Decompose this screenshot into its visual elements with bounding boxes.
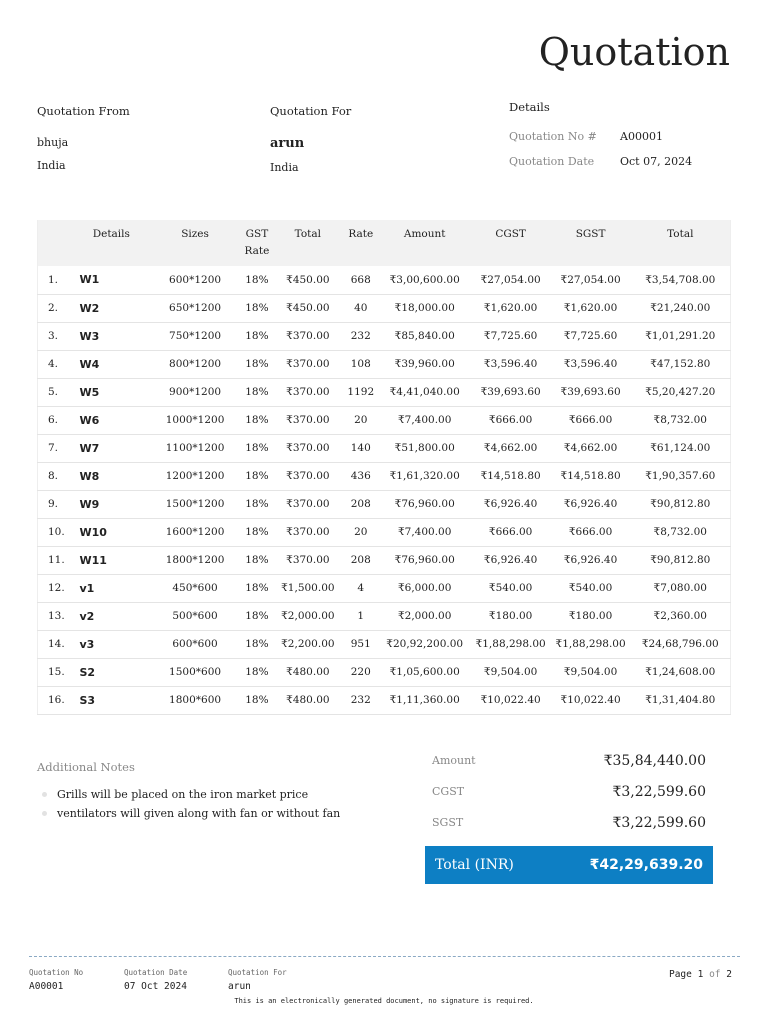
- item-cgst: ₹3,596.40: [483, 358, 538, 370]
- note-item: Grills will be placed on the iron market price: [37, 788, 340, 801]
- footer-date: 07 Oct 2024: [124, 981, 187, 992]
- item-size: 1000*1200: [165, 414, 225, 426]
- item-gst-rate: 18%: [245, 554, 269, 566]
- footer-number-label: Quotation No: [29, 968, 84, 977]
- item-total: ₹7,080.00: [653, 582, 707, 594]
- item-amount: ₹7,400.00: [397, 414, 452, 426]
- item-cgst: ₹39,693.60: [480, 386, 541, 398]
- item-total: ₹47,152.80: [650, 358, 711, 370]
- item-rate: 232: [350, 694, 371, 706]
- item-amount: ₹1,11,360.00: [389, 694, 460, 706]
- item-amount: ₹2,000.00: [397, 610, 452, 622]
- sgst-value: ₹3,22,599.60: [612, 814, 706, 831]
- item-gst-rate: 18%: [245, 582, 269, 594]
- item-sgst: ₹10,022.40: [560, 694, 621, 706]
- item-rate: 20: [354, 414, 368, 426]
- row-index: 11.: [48, 554, 65, 566]
- item-gst-rate: 18%: [245, 302, 269, 314]
- cgst-label: CGST: [432, 785, 465, 798]
- grand-total-row: [425, 846, 713, 884]
- footer-for-label: Quotation For: [228, 968, 287, 977]
- col-sgst: SGST: [551, 220, 631, 266]
- quotation-date-label: Quotation Date: [509, 155, 595, 168]
- item-total: ₹24,68,796.00: [641, 638, 719, 650]
- from-name: bhuja: [37, 136, 69, 149]
- item-gst-rate: 18%: [245, 694, 269, 706]
- page-total: 2: [726, 969, 732, 980]
- table-row: [38, 686, 731, 714]
- item-total: ₹5,20,427.20: [645, 386, 716, 398]
- item-sgst: ₹14,518.80: [560, 470, 621, 482]
- item-cgst: ₹9,504.00: [483, 666, 538, 678]
- item-unit-total: ₹370.00: [286, 330, 330, 342]
- row-index: 14.: [48, 638, 65, 650]
- item-cgst: ₹10,022.40: [480, 694, 541, 706]
- item-cgst: ₹180.00: [488, 610, 533, 622]
- item-size: 1200*1200: [165, 470, 225, 482]
- notes-title: Additional Notes: [37, 760, 135, 774]
- item-unit-total: ₹370.00: [286, 470, 330, 482]
- sgst-label: SGST: [432, 816, 464, 829]
- item-total: ₹1,01,291.20: [645, 330, 716, 342]
- row-index: 12.: [48, 582, 65, 594]
- row-index: 8.: [48, 470, 59, 482]
- item-cgst: ₹6,926.40: [483, 554, 538, 566]
- col-unit-total: Total: [273, 220, 343, 266]
- item-sgst: ₹180.00: [568, 610, 613, 622]
- cgst-row: [425, 776, 713, 807]
- item-rate: 232: [350, 330, 371, 342]
- item-unit-total: ₹2,200.00: [281, 638, 335, 650]
- item-unit-total: ₹1,500.00: [281, 582, 335, 594]
- item-rate: 436: [350, 470, 371, 482]
- row-index: 2.: [48, 302, 59, 314]
- row-index: 7.: [48, 442, 59, 454]
- item-unit-total: ₹480.00: [286, 694, 330, 706]
- item-rate: 108: [350, 358, 371, 370]
- item-rate: 40: [354, 302, 368, 314]
- grand-total-value: ₹42,29,639.20: [589, 857, 703, 873]
- item-rate: 208: [350, 498, 371, 510]
- item-amount: ₹18,000.00: [394, 302, 455, 314]
- col-total: Total: [631, 220, 731, 266]
- quotation-for-label: Quotation For: [270, 104, 352, 118]
- row-index: 13.: [48, 610, 65, 622]
- item-sgst: ₹9,504.00: [563, 666, 618, 678]
- item-sgst: ₹3,596.40: [563, 358, 618, 370]
- row-index: 6.: [48, 414, 59, 426]
- item-gst-rate: 18%: [245, 638, 269, 650]
- note-item: ventilators will given along with fan or without fan: [37, 807, 340, 820]
- page-current: 1: [697, 969, 704, 980]
- item-rate: 1192: [347, 386, 375, 398]
- item-total: ₹21,240.00: [650, 302, 711, 314]
- item-amount: ₹6,000.00: [397, 582, 452, 594]
- footer-quotation-for: [228, 968, 287, 992]
- item-sgst: ₹6,926.40: [563, 498, 618, 510]
- item-cgst: ₹1,620.00: [483, 302, 538, 314]
- item-details: W7: [79, 441, 100, 455]
- item-details: W2: [79, 301, 100, 315]
- row-index: 3.: [48, 330, 59, 342]
- table-row: [38, 518, 731, 546]
- quotation-number-label: Quotation No #: [509, 130, 597, 143]
- footer-divider: [29, 956, 740, 957]
- item-size: 1100*1200: [165, 442, 225, 454]
- item-amount: ₹20,92,200.00: [386, 638, 464, 650]
- details-label: Details: [509, 100, 550, 114]
- cgst-value: ₹3,22,599.60: [612, 783, 706, 800]
- item-unit-total: ₹370.00: [286, 386, 330, 398]
- table-row: [38, 546, 731, 574]
- quotation-date: Oct 07, 2024: [620, 155, 693, 168]
- item-total: ₹3,54,708.00: [645, 273, 716, 286]
- table-row: [38, 378, 731, 406]
- item-amount: ₹76,960.00: [394, 498, 455, 510]
- item-sgst: ₹7,725.60: [563, 330, 618, 342]
- col-rate: Rate: [343, 220, 379, 266]
- item-unit-total: ₹370.00: [286, 442, 330, 454]
- item-gst-rate: 18%: [245, 666, 269, 678]
- row-index: 9.: [48, 498, 59, 510]
- item-total: ₹1,90,357.60: [645, 470, 716, 482]
- item-total: ₹8,732.00: [653, 414, 707, 426]
- item-sgst: ₹666.00: [568, 414, 613, 426]
- item-gst-rate: 18%: [245, 358, 269, 370]
- quotation-date-row: [509, 155, 692, 168]
- amount-row: [425, 745, 713, 776]
- item-size: 600*1200: [169, 273, 222, 286]
- item-size: 1500*600: [169, 666, 222, 678]
- amount-label: Amount: [432, 754, 476, 767]
- item-gst-rate: 18%: [245, 414, 269, 426]
- quotation-from-label: Quotation From: [37, 104, 130, 118]
- item-rate: 4: [357, 582, 365, 594]
- item-gst-rate: 18%: [245, 498, 269, 510]
- item-cgst: ₹4,662.00: [483, 442, 538, 454]
- col-amount: Amount: [379, 220, 471, 266]
- footer-quotation-date: [124, 968, 187, 992]
- row-index: 5.: [48, 386, 59, 398]
- item-cgst: ₹6,926.40: [483, 498, 538, 510]
- col-gst-rate: GST Rate: [241, 220, 273, 266]
- item-size: 1800*1200: [165, 554, 225, 566]
- item-unit-total: ₹450.00: [286, 302, 330, 314]
- col-details: Details: [73, 220, 149, 266]
- item-unit-total: ₹2,000.00: [281, 610, 335, 622]
- item-amount: ₹4,41,040.00: [389, 386, 460, 398]
- item-gst-rate: 18%: [245, 330, 269, 342]
- item-size: 500*600: [172, 610, 218, 622]
- item-unit-total: ₹370.00: [286, 358, 330, 370]
- item-gst-rate: 18%: [245, 273, 269, 286]
- col-index: [38, 220, 74, 266]
- page-indicator: [669, 969, 732, 980]
- item-rate: 140: [350, 442, 371, 454]
- item-size: 450*600: [172, 582, 218, 594]
- item-size: 1600*1200: [165, 526, 225, 538]
- table-row: [38, 574, 731, 602]
- item-sgst: ₹1,620.00: [563, 302, 618, 314]
- item-details: W1: [79, 273, 100, 287]
- item-details: W11: [79, 553, 107, 567]
- table-header-row: [38, 220, 731, 266]
- from-country: India: [37, 159, 66, 172]
- item-gst-rate: 18%: [245, 610, 269, 622]
- quotation-number-row: [509, 130, 692, 143]
- item-cgst: ₹14,518.80: [480, 470, 541, 482]
- item-gst-rate: 18%: [245, 470, 269, 482]
- item-cgst: ₹540.00: [488, 582, 533, 594]
- item-amount: ₹76,960.00: [394, 554, 455, 566]
- footer-disclaimer: This is an electronically generated document, no signature is required.: [234, 997, 534, 1005]
- row-index: 10.: [48, 526, 65, 538]
- item-amount: ₹1,61,320.00: [389, 470, 460, 482]
- item-gst-rate: 18%: [245, 386, 269, 398]
- row-index: 16.: [48, 694, 65, 706]
- item-rate: 220: [350, 666, 371, 678]
- table-row: [38, 350, 731, 378]
- item-details: W8: [79, 469, 100, 483]
- table-row: [38, 266, 731, 294]
- quotation-number: A00001: [620, 130, 663, 143]
- item-gst-rate: 18%: [245, 526, 269, 538]
- item-sgst: ₹1,88,298.00: [555, 638, 626, 650]
- items-table: [37, 220, 731, 715]
- item-details: v2: [79, 609, 95, 623]
- item-sgst: ₹666.00: [568, 526, 613, 538]
- item-details: S2: [79, 665, 96, 679]
- footer-quotation-number: [29, 968, 83, 992]
- amount-value: ₹35,84,440.00: [603, 752, 706, 769]
- row-index: 15.: [48, 666, 65, 678]
- totals-summary: [425, 745, 713, 884]
- table-row: [38, 434, 731, 462]
- item-cgst: ₹666.00: [488, 526, 533, 538]
- item-rate: 20: [354, 526, 368, 538]
- item-gst-rate: 18%: [245, 442, 269, 454]
- col-cgst: CGST: [471, 220, 551, 266]
- item-cgst: ₹27,054.00: [480, 273, 541, 286]
- item-cgst: ₹1,88,298.00: [475, 638, 546, 650]
- col-sizes: Sizes: [149, 220, 241, 266]
- item-size: 1800*600: [169, 694, 222, 706]
- item-size: 900*1200: [169, 386, 222, 398]
- grand-total-label: Total (INR): [435, 857, 514, 873]
- item-sgst: ₹4,662.00: [563, 442, 618, 454]
- item-sgst: ₹6,926.40: [563, 554, 618, 566]
- item-unit-total: ₹370.00: [286, 554, 330, 566]
- item-details: v1: [79, 581, 95, 595]
- item-total: ₹61,124.00: [650, 442, 711, 454]
- item-amount: ₹51,800.00: [394, 442, 455, 454]
- item-cgst: ₹666.00: [488, 414, 533, 426]
- table-row: [38, 294, 731, 322]
- item-sgst: ₹540.00: [568, 582, 613, 594]
- item-size: 1500*1200: [165, 498, 225, 510]
- item-unit-total: ₹370.00: [286, 526, 330, 538]
- table-row: [38, 630, 731, 658]
- item-total: ₹1,24,608.00: [645, 666, 716, 678]
- quotation-for: [270, 104, 351, 174]
- item-total: ₹1,31,404.80: [645, 694, 716, 706]
- item-size: 600*600: [172, 638, 218, 650]
- item-size: 800*1200: [169, 358, 222, 370]
- item-sgst: ₹39,693.60: [560, 386, 621, 398]
- item-size: 650*1200: [169, 302, 222, 314]
- table-row: [38, 490, 731, 518]
- item-details: W6: [79, 413, 100, 427]
- page-of-label: of: [709, 969, 721, 980]
- item-cgst: ₹7,725.60: [483, 330, 538, 342]
- sgst-row: [425, 807, 713, 838]
- item-total: ₹90,812.80: [650, 554, 711, 566]
- for-name: arun: [270, 136, 305, 151]
- footer-date-label: Quotation Date: [124, 968, 188, 977]
- item-rate: 1: [357, 610, 365, 622]
- for-country: India: [270, 161, 299, 174]
- item-rate: 208: [350, 554, 371, 566]
- table-row: [38, 462, 731, 490]
- item-unit-total: ₹450.00: [286, 273, 330, 286]
- table-row: [38, 602, 731, 630]
- item-details: W10: [79, 525, 107, 539]
- table-row: [38, 322, 731, 350]
- table-row: [38, 406, 731, 434]
- additional-notes: [37, 760, 340, 826]
- item-total: ₹2,360.00: [653, 610, 707, 622]
- item-details: S3: [79, 693, 96, 707]
- item-rate: 668: [350, 273, 371, 286]
- item-details: W4: [79, 357, 100, 371]
- row-index: 4.: [48, 358, 59, 370]
- item-total: ₹90,812.80: [650, 498, 711, 510]
- item-details: W9: [79, 497, 100, 511]
- item-rate: 951: [350, 638, 371, 650]
- item-details: v3: [79, 637, 95, 651]
- page-label: Page: [668, 969, 692, 980]
- item-amount: ₹7,400.00: [397, 526, 452, 538]
- quotation-from: [37, 104, 130, 172]
- item-size: 750*1200: [169, 330, 222, 342]
- footer-number: A00001: [29, 981, 64, 992]
- quotation-details: [509, 100, 692, 168]
- item-unit-total: ₹480.00: [286, 666, 330, 678]
- row-index: 1.: [48, 273, 59, 286]
- item-total: ₹8,732.00: [653, 526, 707, 538]
- item-details: W5: [79, 385, 100, 399]
- item-unit-total: ₹370.00: [286, 498, 330, 510]
- item-sgst: ₹27,054.00: [560, 273, 621, 286]
- footer-for: arun: [228, 981, 251, 992]
- item-amount: ₹39,960.00: [394, 358, 455, 370]
- document-title: Quotation: [538, 30, 730, 74]
- item-amount: ₹3,00,600.00: [389, 273, 460, 286]
- table-row: [38, 658, 731, 686]
- item-amount: ₹85,840.00: [394, 330, 455, 342]
- item-details: W3: [79, 329, 100, 343]
- notes-list: [37, 788, 340, 820]
- item-unit-total: ₹370.00: [286, 414, 330, 426]
- item-amount: ₹1,05,600.00: [389, 666, 460, 678]
